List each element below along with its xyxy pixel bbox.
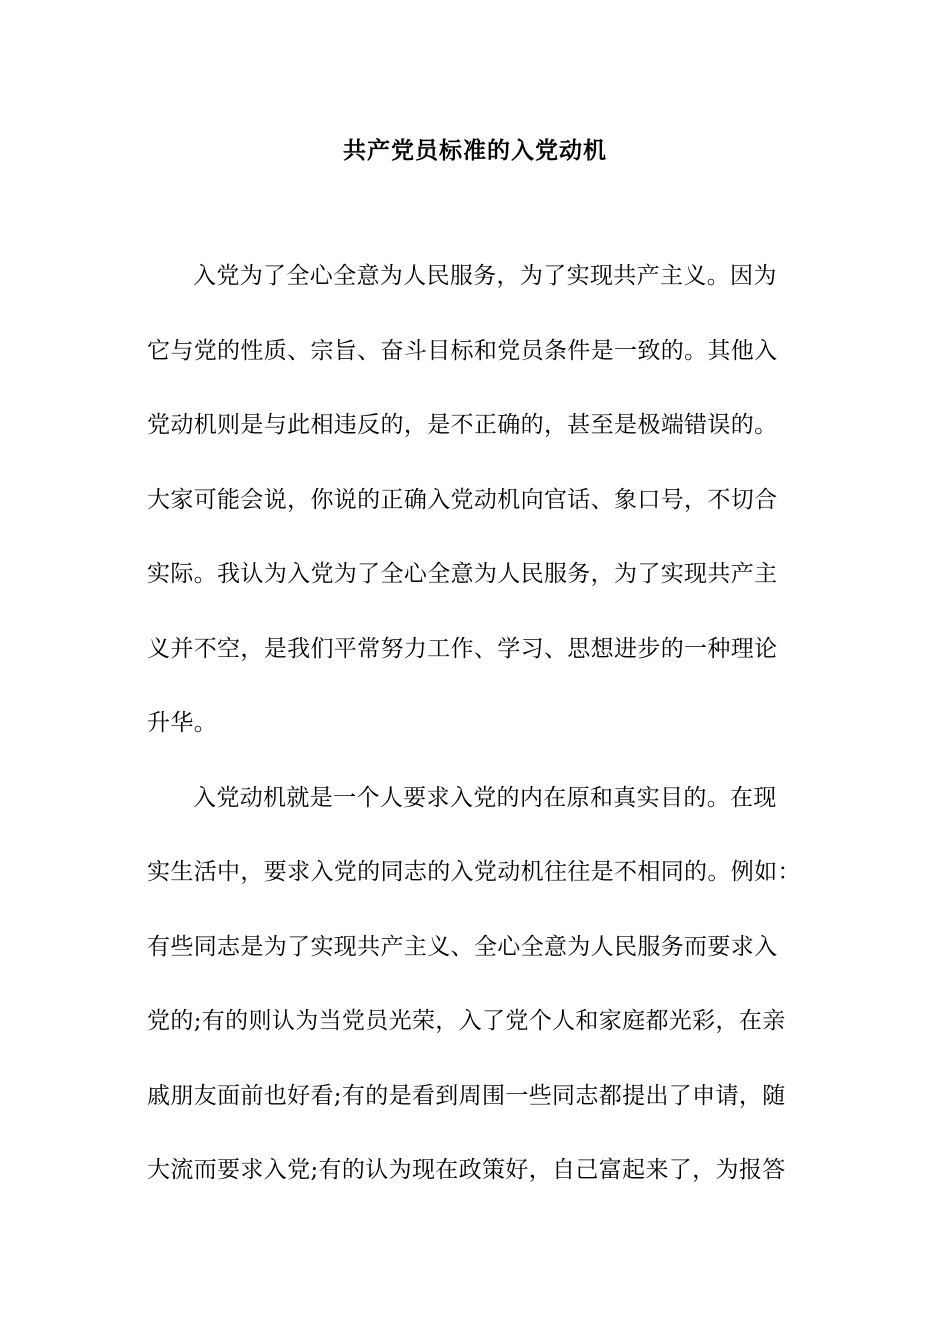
paragraph-2-line-3: 有些同志是为了实现共产主义、全心全意为人民服务而要求入 bbox=[147, 934, 778, 960]
paragraph-2-line-6: 大流而要求入党;有的认为现在政策好，自己富起来了，为报答 bbox=[147, 1157, 786, 1183]
paragraph-1-line-4: 大家可能会说，你说的正确入党动机向官话、象口号，不切合 bbox=[147, 487, 778, 513]
paragraph-2-line-4: 党的;有的则认为当党员光荣，入了党个人和家庭都光彩，在亲 bbox=[147, 1008, 786, 1034]
paragraph-2-line-2: 实生活中，要求入党的同志的入党动机往往是不相同的。例如： bbox=[147, 859, 801, 885]
paragraph-1-line-1: 入党为了全心全意为人民服务，为了实现共产主义。因为 bbox=[193, 263, 777, 289]
paragraph-1-line-3: 党动机则是与此相违反的，是不正确的，甚至是极端错误的。 bbox=[147, 412, 778, 438]
paragraph-1-line-2: 它与党的性质、宗旨、奋斗目标和党员条件是一致的。其他入 bbox=[147, 338, 778, 364]
paragraph-1-line-6: 义并不空，是我们平常努力工作、学习、思想进步的一种理论 bbox=[147, 636, 778, 662]
paragraph-1-line-5: 实际。我认为入党为了全心全意为人民服务，为了实现共产主 bbox=[147, 561, 778, 587]
paragraph-2-line-5: 戚朋友面前也好看;有的是看到周围一些同志都提出了申请，随 bbox=[147, 1083, 786, 1109]
paragraph-1-line-7: 升华。 bbox=[147, 710, 218, 736]
paragraph-2-line-1: 入党动机就是一个人要求入党的内在原和真实目的。在现 bbox=[193, 785, 777, 811]
document-title: 共产党员标准的入党动机 bbox=[343, 137, 607, 164]
